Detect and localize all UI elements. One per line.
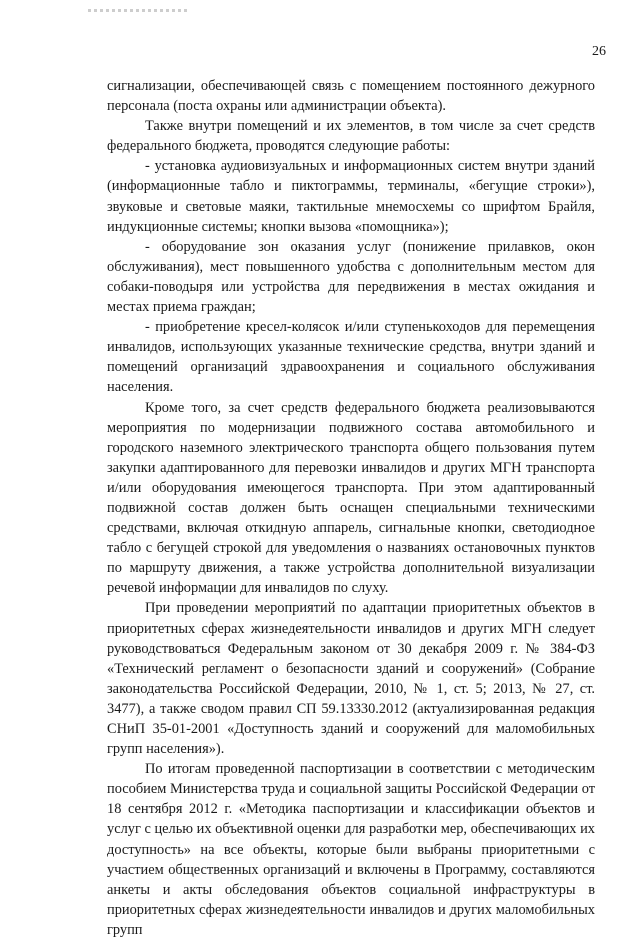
scan-artifact bbox=[88, 9, 188, 12]
paragraph: Кроме того, за счет средств федерального бюджета реализовываются мероприятия по модернизации подвижного состава автомобильного и городского наземного электрического транспорта общего пользования путем закупки адаптированного для перевозки инвалидов и других МГН транспорта и/или оборудования имеющегося транспорта. При этом адаптированный подвижной состав должен быть оснащен специальными техническими средствами, включая откидную аппарель, сигнальные кнопки, светодиодное табло с бегущей строкой для уведомления о названиях остановочных пунктов по маршруту движения, а также устройства дополнительной визуализации речевой информации для инвалидов по слуху. bbox=[107, 399, 595, 597]
paragraph: При проведении мероприятий по адаптации приоритетных объектов в приоритетных сферах жизнедеятельности инвалидов и других МГН следует руководствоваться Федеральным законом от 30 декабря 2009 г. № 384-ФЗ «Технический регламент о безопасности зданий и сооружений» (Собрание законодательства Российской Федерации, 2010, № 1, ст. 5; 2013, № 27, ст. 3477), а также сводом правил СП 59.13330.2012 (актуализированная редакция СНиП 35-01-2001 «Доступность зданий и сооружений для маломобильных групп населения»). bbox=[107, 600, 595, 758]
paragraph: сигнализации, обеспечивающей связь с помещением постоянного дежурного персонала (поста охраны или администрации объекта). bbox=[107, 78, 595, 115]
paragraph: По итогам проведенной паспортизации в соответствии с методическим пособием Министерства труда и социальной защиты Российской Федерации от 18 сентября 2012 г. «Методика паспортизации и классификации объектов и услуг с целью их объективной оценки для разработки мер, обеспечивающих их доступность» на все объекты, которые были выбраны приоритетными с участием общественных организаций и включены в Программу, составляются анкеты и акты обследования объектов социальной инфраструктуры в приоритетных сферах жизнедеятельности инвалидов и других маломобильных групп bbox=[107, 761, 595, 938]
list-item: - установка аудиовизуальных и информационных систем внутри зданий (информационные табло и пиктограммы, терминалы, «бегущие строки»), звуковые и световые маяки, тактильные мнемосхемы со шрифтом Брайля, индукционные системы; кнопки вызова «помощника»); bbox=[107, 158, 595, 235]
list-item: - приобретение кресел-колясок и/или ступенькоходов для перемещения инвалидов, использующих указанные технические средства, внутри зданий и помещений организаций здравоохранения и социального обслуживания населения. bbox=[107, 319, 595, 396]
list-item: - оборудование зон оказания услуг (понижение прилавков, окон обслуживания), мест повышенного удобства с дополнительным местом для собаки-поводыря или устройства для передвижения в местах ожидания и местах приема граждан; bbox=[107, 238, 595, 316]
paragraph: Также внутри помещений и их элементов, в том числе за счет средств федерального бюджета, проводятся следующие работы: bbox=[107, 118, 595, 155]
page-number: 26 bbox=[592, 44, 606, 59]
document-body bbox=[107, 76, 595, 940]
